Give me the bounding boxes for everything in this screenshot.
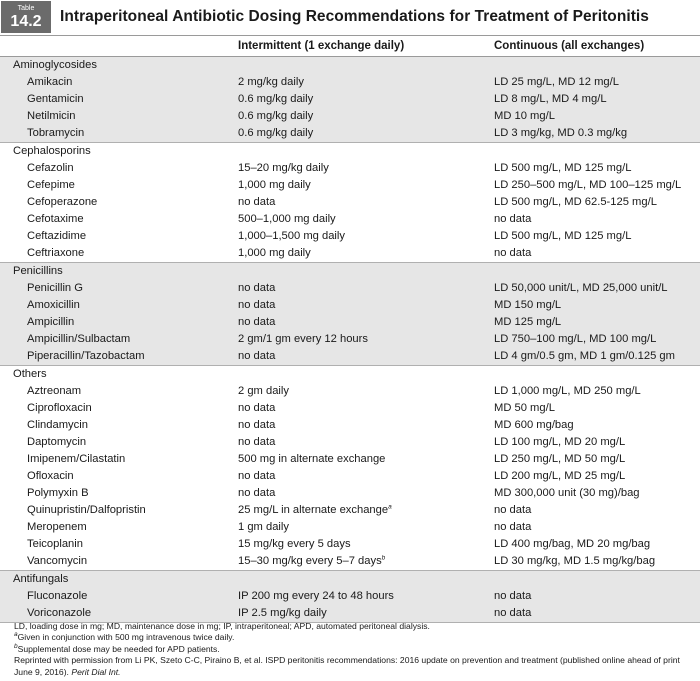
table-row bbox=[0, 194, 700, 211]
table-row bbox=[0, 74, 700, 91]
intermittent-dose-text: IP 2.5 mg/kg daily bbox=[238, 607, 327, 619]
intermittent-dose-text: no data bbox=[238, 436, 276, 448]
intermittent-dose-text: no data bbox=[238, 470, 276, 482]
table-row bbox=[0, 451, 700, 468]
group-header-row bbox=[0, 57, 700, 74]
continuous-dose: LD 4 gm/0.5 gm, MD 1 gm/0.125 gm bbox=[494, 350, 675, 362]
intermittent-dose-text: 500 mg in alternate exchange bbox=[238, 453, 386, 465]
table-body bbox=[0, 57, 700, 623]
intermittent-dose bbox=[238, 297, 275, 314]
intermittent-dose-text: 2 gm/1 gm every 12 hours bbox=[238, 333, 368, 345]
intermittent-dose bbox=[238, 485, 275, 502]
group-name: Others bbox=[13, 368, 47, 380]
intermittent-dose-text: 25 mg/L in alternate exchange bbox=[238, 504, 389, 516]
continuous-dose: MD 125 mg/L bbox=[494, 316, 562, 328]
drug-name: Clindamycin bbox=[27, 419, 88, 431]
intermittent-dose bbox=[238, 228, 345, 245]
drug-name: Gentamicin bbox=[27, 93, 84, 105]
table-row bbox=[0, 280, 700, 297]
drug-name: Ampicillin/Sulbactam bbox=[27, 333, 131, 345]
group-name: Aminoglycosides bbox=[13, 59, 97, 71]
continuous-dose: LD 25 mg/L, MD 12 mg/L bbox=[494, 76, 619, 88]
continuous-dose: MD 50 mg/L bbox=[494, 402, 555, 414]
intermittent-dose bbox=[238, 502, 392, 519]
continuous-dose: no data bbox=[494, 213, 532, 225]
intermittent-dose-text: no data bbox=[238, 196, 276, 208]
intermittent-dose-text: 0.6 mg/kg daily bbox=[238, 93, 314, 105]
intermittent-dose-text: 2 mg/kg daily bbox=[238, 76, 304, 88]
continuous-dose: LD 250 mg/L, MD 50 mg/L bbox=[494, 453, 626, 465]
table-row bbox=[0, 348, 700, 365]
table-row bbox=[0, 314, 700, 331]
drug-name: Ofloxacin bbox=[27, 470, 74, 482]
footnote-b-mark: b bbox=[14, 642, 18, 650]
continuous-dose: LD 400 mg/bag, MD 20 mg/bag bbox=[494, 538, 651, 550]
continuous-dose: LD 500 mg/L, MD 125 mg/L bbox=[494, 230, 632, 242]
drug-name: Imipenem/Cilastatin bbox=[27, 453, 126, 465]
footnote-mark: b bbox=[381, 554, 386, 562]
drug-name: Meropenem bbox=[27, 521, 87, 533]
intermittent-dose bbox=[238, 108, 313, 125]
drug-name: Aztreonam bbox=[27, 385, 82, 397]
intermittent-dose bbox=[238, 125, 313, 142]
drug-name: Netilmicin bbox=[27, 110, 76, 122]
intermittent-dose bbox=[238, 348, 275, 365]
intermittent-dose bbox=[238, 194, 275, 211]
intermittent-dose bbox=[238, 314, 275, 331]
table-row bbox=[0, 297, 700, 314]
continuous-dose: no data bbox=[494, 590, 532, 602]
intermittent-dose-text: no data bbox=[238, 299, 276, 311]
table-row bbox=[0, 400, 700, 417]
table-row bbox=[0, 468, 700, 485]
intermittent-dose-text: 500–1,000 mg daily bbox=[238, 213, 336, 225]
group-header-row bbox=[0, 571, 700, 588]
intermittent-dose-text: 15 mg/kg every 5 days bbox=[238, 538, 351, 550]
table-row bbox=[0, 228, 700, 245]
column-header-continuous: Continuous (all exchanges) bbox=[494, 40, 645, 52]
footnote-reprint-text: Reprinted with permission from Li PK, Szeto C-C, Piraino B, et al. ISPD peritonitis recommendations: 2016 update on prevention and treatment (published online ahead of print June 9, 2016). bbox=[14, 655, 680, 677]
continuous-dose: LD 200 mg/L, MD 25 mg/L bbox=[494, 470, 626, 482]
intermittent-dose-text: no data bbox=[238, 282, 276, 294]
drug-name: Voriconazole bbox=[27, 607, 92, 619]
footnotes bbox=[14, 621, 694, 678]
group-name: Cephalosporins bbox=[13, 145, 91, 157]
table-row bbox=[0, 331, 700, 348]
footnote-b-text: Supplemental dose may be needed for APD patients. bbox=[17, 643, 220, 654]
drug-name: Teicoplanin bbox=[27, 538, 83, 550]
drug-name: Cefotaxime bbox=[27, 213, 84, 225]
footnote-a-mark: a bbox=[14, 631, 18, 639]
intermittent-dose-text: 1,000 mg daily bbox=[238, 179, 311, 191]
intermittent-dose bbox=[238, 468, 275, 485]
drug-name: Ciprofloxacin bbox=[27, 402, 92, 414]
intermittent-dose-text: no data bbox=[238, 350, 276, 362]
intermittent-dose-text: no data bbox=[238, 487, 276, 499]
intermittent-dose-text: 1,000–1,500 mg daily bbox=[238, 230, 345, 242]
intermittent-dose bbox=[238, 331, 368, 348]
drug-name: Cefepime bbox=[27, 179, 75, 191]
intermittent-dose-text: 15–20 mg/kg daily bbox=[238, 162, 329, 174]
table-row bbox=[0, 160, 700, 177]
table-row bbox=[0, 177, 700, 194]
continuous-dose: LD 500 mg/L, MD 125 mg/L bbox=[494, 162, 632, 174]
intermittent-dose bbox=[238, 434, 275, 451]
drug-name: Ampicillin bbox=[27, 316, 75, 328]
continuous-dose: LD 100 mg/L, MD 20 mg/L bbox=[494, 436, 626, 448]
intermittent-dose-text: 0.6 mg/kg daily bbox=[238, 127, 314, 139]
drug-name: Ceftazidime bbox=[27, 230, 87, 242]
drug-name: Amikacin bbox=[27, 76, 73, 88]
intermittent-dose bbox=[238, 417, 275, 434]
footnote-b bbox=[14, 644, 694, 655]
table-row bbox=[0, 485, 700, 502]
group-name: Antifungals bbox=[13, 573, 69, 585]
intermittent-dose bbox=[238, 211, 336, 228]
table-row bbox=[0, 383, 700, 400]
continuous-dose: no data bbox=[494, 504, 532, 516]
continuous-dose: LD 50,000 unit/L, MD 25,000 unit/L bbox=[494, 282, 668, 294]
intermittent-dose-text: 15–30 mg/kg every 5–7 days bbox=[238, 555, 382, 567]
drug-group bbox=[0, 263, 700, 366]
intermittent-dose-text: 1,000 mg daily bbox=[238, 247, 311, 259]
drug-group bbox=[0, 57, 700, 143]
intermittent-dose bbox=[238, 74, 304, 91]
intermittent-dose bbox=[238, 280, 275, 297]
continuous-dose: no data bbox=[494, 521, 532, 533]
intermittent-dose bbox=[238, 383, 289, 400]
continuous-dose: LD 30 mg/kg, MD 1.5 mg/kg/bag bbox=[494, 555, 656, 567]
continuous-dose: LD 250–500 mg/L, MD 100–125 mg/L bbox=[494, 179, 682, 191]
continuous-dose: MD 10 mg/L bbox=[494, 110, 555, 122]
intermittent-dose bbox=[238, 91, 313, 108]
intermittent-dose bbox=[238, 245, 311, 262]
table-row bbox=[0, 553, 700, 570]
intermittent-dose bbox=[238, 177, 311, 194]
drug-name: Quinupristin/Dalfopristin bbox=[27, 504, 146, 516]
footnote-a-text: Given in conjunction with 500 mg intravenous twice daily. bbox=[17, 632, 235, 643]
drug-name: Cefazolin bbox=[27, 162, 74, 174]
continuous-dose: LD 750–100 mg/L, MD 100 mg/L bbox=[494, 333, 657, 345]
drug-name: Fluconazole bbox=[27, 590, 88, 602]
drug-name: Tobramycin bbox=[27, 127, 85, 139]
intermittent-dose bbox=[238, 519, 289, 536]
drug-name: Daptomycin bbox=[27, 436, 87, 448]
table-row bbox=[0, 519, 700, 536]
continuous-dose: MD 150 mg/L bbox=[494, 299, 562, 311]
table-row bbox=[0, 502, 700, 519]
continuous-dose: LD 8 mg/L, MD 4 mg/L bbox=[494, 93, 607, 105]
group-name: Penicillins bbox=[13, 265, 63, 277]
continuous-dose: no data bbox=[494, 607, 532, 619]
intermittent-dose bbox=[238, 588, 394, 605]
table-row bbox=[0, 588, 700, 605]
continuous-dose: LD 500 mg/L, MD 62.5-125 mg/L bbox=[494, 196, 657, 208]
intermittent-dose-text: 0.6 mg/kg daily bbox=[238, 110, 314, 122]
group-header-row bbox=[0, 263, 700, 280]
intermittent-dose bbox=[238, 451, 385, 468]
intermittent-dose bbox=[238, 160, 329, 177]
table-row bbox=[0, 417, 700, 434]
group-header-row bbox=[0, 143, 700, 160]
continuous-dose: MD 600 mg/bag bbox=[494, 419, 574, 431]
intermittent-dose bbox=[238, 553, 385, 570]
continuous-dose: LD 3 mg/kg, MD 0.3 mg/kg bbox=[494, 127, 628, 139]
drug-name: Piperacillin/Tazobactam bbox=[27, 350, 145, 362]
footnote-journal: Perit Dial Int. bbox=[71, 666, 121, 677]
intermittent-dose bbox=[238, 536, 351, 553]
footnote-abbreviations: LD, loading dose in mg; MD, maintenance dose in mg; IP, intraperitoneal; APD, automated peritoneal dialysis. bbox=[14, 621, 430, 631]
intermittent-dose-text: no data bbox=[238, 419, 276, 431]
drug-name: Penicillin G bbox=[27, 282, 83, 294]
table-row bbox=[0, 434, 700, 451]
intermittent-dose-text: 1 gm daily bbox=[238, 521, 289, 533]
intermittent-dose bbox=[238, 400, 275, 417]
table-title: Intraperitoneal Antibiotic Dosing Recommendations for Treatment of Peritonitis bbox=[60, 8, 649, 25]
table-row bbox=[0, 536, 700, 553]
table-row bbox=[0, 125, 700, 142]
table-label-word: Table bbox=[17, 5, 35, 12]
drug-name: Amoxicillin bbox=[27, 299, 80, 311]
continuous-dose: MD 300,000 unit (30 mg)/bag bbox=[494, 487, 640, 499]
drug-name: Polymyxin B bbox=[27, 487, 89, 499]
table-label-number: 14.2 bbox=[10, 13, 42, 30]
group-header-row bbox=[0, 366, 700, 383]
footnote-a bbox=[14, 632, 694, 643]
intermittent-dose-text: IP 200 mg every 24 to 48 hours bbox=[238, 590, 394, 602]
continuous-dose: LD 1,000 mg/L, MD 250 mg/L bbox=[494, 385, 641, 397]
intermittent-dose-text: no data bbox=[238, 316, 276, 328]
drug-group bbox=[0, 366, 700, 571]
drug-group bbox=[0, 143, 700, 263]
continuous-dose: no data bbox=[494, 247, 532, 259]
table-number-badge bbox=[1, 1, 51, 33]
title-bar bbox=[0, 0, 700, 36]
drug-name: Ceftriaxone bbox=[27, 247, 85, 259]
drug-name: Cefoperazone bbox=[27, 196, 98, 208]
intermittent-dose bbox=[238, 605, 327, 622]
column-header-intermittent: Intermittent (1 exchange daily) bbox=[238, 40, 405, 52]
table-row bbox=[0, 91, 700, 108]
table-row bbox=[0, 211, 700, 228]
intermittent-dose-text: no data bbox=[238, 402, 276, 414]
table-row bbox=[0, 605, 700, 622]
drug-name: Vancomycin bbox=[27, 555, 88, 567]
table-row bbox=[0, 245, 700, 262]
intermittent-dose-text: 2 gm daily bbox=[238, 385, 289, 397]
drug-group bbox=[0, 571, 700, 623]
footnote-mark: a bbox=[388, 503, 392, 511]
footnote-reprint bbox=[14, 655, 694, 678]
table-row bbox=[0, 108, 700, 125]
